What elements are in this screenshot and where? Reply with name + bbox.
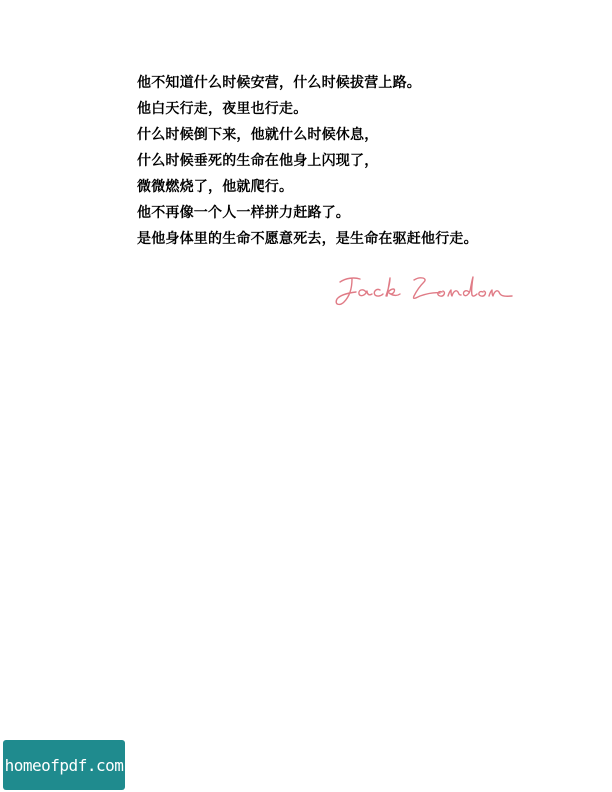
poem-line: 是他身体里的生命不愿意死去，是生命在驱赶他行走。: [137, 231, 478, 247]
poem-text: [137, 70, 557, 252]
poem-line: 什么时候倒下来，他就什么时候休息，: [137, 127, 379, 143]
watermark-text: homeofpdf.com: [4, 755, 124, 775]
poem-line: 什么时候垂死的生命在他身上闪现了，: [137, 153, 379, 169]
poem-line: 他白天行走，夜里也行走。: [137, 101, 308, 117]
poem-line: 他不知道什么时候安营，什么时候拔营上路。: [137, 75, 421, 91]
signature-jack-london: [330, 268, 515, 310]
poem-line: 微微燃烧了，他就爬行。: [137, 179, 294, 195]
poem-line: 他不再像一个人一样拼力赶路了。: [137, 205, 350, 221]
watermark-badge[interactable]: [3, 740, 125, 790]
